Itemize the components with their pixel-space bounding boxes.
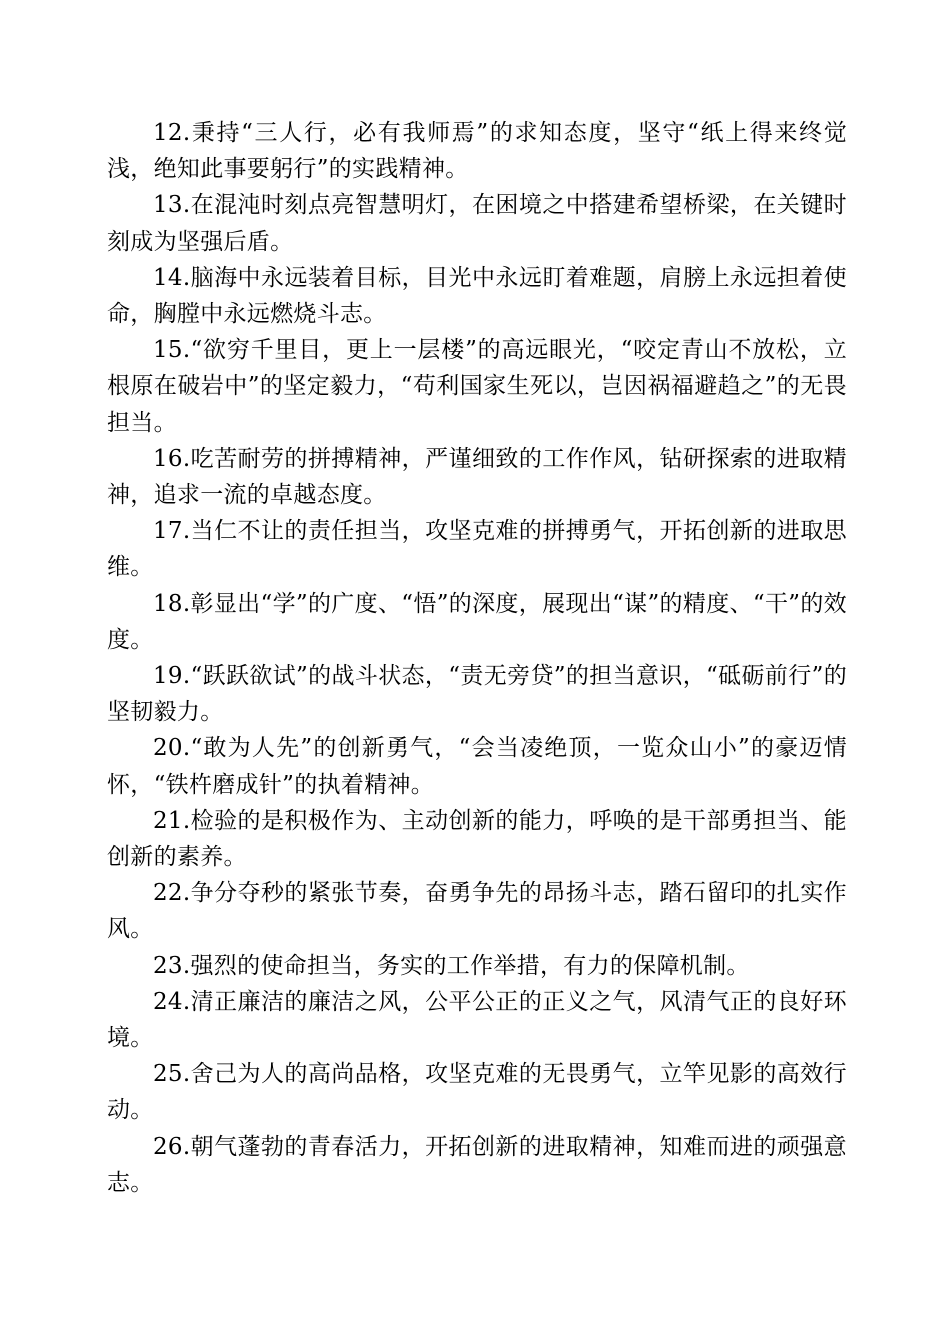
- document-body: [107, 115, 847, 1201]
- paragraph-21: 21.检验的是积极作为、主动创新的能力，呼唤的是干部勇担当、能创新的素养。: [107, 807, 847, 871]
- paragraph-14: 14.脑海中永远装着目标，目光中永远盯着难题，肩膀上永远担着使命，胸膛中永远燃烧斗志。: [107, 264, 847, 328]
- paragraph-25: 25.舍己为人的高尚品格，攻坚克难的无畏勇气，立竿见影的高效行动。: [107, 1061, 847, 1124]
- paragraph-15: 15.“欲穷千里目，更上一层楼”的高远眼光，“咬定青山不放松，立根原在破岩中”的坚定毅力，“苟利国家生死以，岂因祸福避趋之”的无畏担当。: [107, 337, 847, 436]
- paragraph-20: 20.“敢为人先”的创新勇气，“会当凌绝顶，一览众山小”的豪迈情怀，“铁杵磨成针”的执着精神。: [107, 735, 847, 798]
- paragraph-24: 24.清正廉洁的廉洁之风，公平公正的正义之气，风清气正的良好环境。: [107, 988, 847, 1052]
- paragraph-12: 12.秉持“三人行，必有我师焉”的求知态度，坚守“纸上得来终觉浅，绝知此事要躬行”的实践精神。: [107, 120, 847, 183]
- paragraph-17: 17.当仁不让的责任担当，攻坚克难的拼搏勇气，开拓创新的进取思维。: [107, 518, 847, 581]
- paragraph-16: 16.吃苦耐劳的拼搏精神，严谨细致的工作作风，钻研探索的进取精神，追求一流的卓越态度。: [107, 445, 847, 509]
- paragraph-19: 19.“跃跃欲试”的战斗状态，“责无旁贷”的担当意识，“砥砺前行”的坚韧毅力。: [107, 663, 847, 726]
- paragraph-23: 23.强烈的使命担当，务实的工作举措，有力的保障机制。: [153, 952, 750, 979]
- paragraph-13: 13.在混沌时刻点亮智慧明灯，在困境之中搭建希望桥梁，在关键时刻成为坚强后盾。: [107, 192, 847, 255]
- paragraph-22: 22.争分夺秒的紧张节奏，奋勇争先的昂扬斗志，踏石留印的扎实作风。: [107, 880, 847, 943]
- paragraph-26: 26.朝气蓬勃的青春活力，开拓创新的进取精神，知难而进的顽强意志。: [107, 1133, 847, 1196]
- paragraph-18: 18.彰显出“学”的广度、“悟”的深度，展现出“谋”的精度、“干”的效度。: [107, 590, 847, 653]
